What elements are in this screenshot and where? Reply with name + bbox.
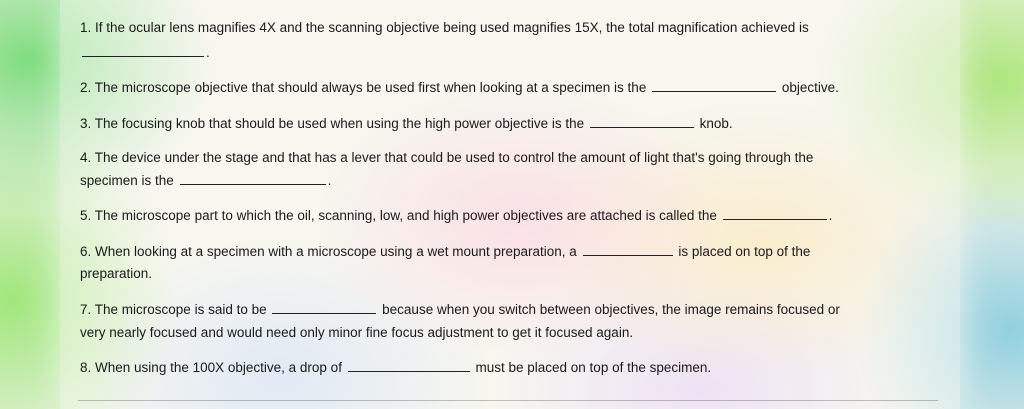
question-text: objective. bbox=[781, 80, 839, 95]
answer-blank[interactable] bbox=[272, 301, 376, 314]
question-text: must be placed on top of the specimen. bbox=[475, 360, 712, 375]
question-number: 1. bbox=[80, 20, 92, 35]
question-4-line-2 bbox=[80, 170, 331, 191]
question-number: 3. bbox=[80, 116, 92, 131]
question-text: The focusing knob that should be used when using the high power objective is the bbox=[94, 116, 585, 131]
question-text: The microscope objective that should always be used first when looking at a specimen is the bbox=[94, 80, 647, 95]
question-text: The device under the stage and that has a lever that could be used to control the amount of light that's going through the bbox=[94, 150, 814, 165]
question-text: very nearly focused and would need only minor fine focus adjustment to get it focused again. bbox=[80, 325, 634, 340]
question-7-line-2 bbox=[80, 322, 633, 343]
question-text: . bbox=[327, 173, 332, 188]
question-number: 4. bbox=[80, 150, 92, 165]
question-number: 7. bbox=[80, 302, 92, 317]
question-number: 2. bbox=[80, 80, 92, 95]
answer-blank[interactable] bbox=[652, 79, 776, 92]
question-number: 6. bbox=[80, 244, 92, 259]
question-text: The microscope part to which the oil, scanning, low, and high power objectives are attached is called the bbox=[94, 208, 717, 223]
question-text: is placed on top of the bbox=[678, 244, 811, 259]
question-text: specimen is the bbox=[80, 173, 174, 188]
question-text: knob. bbox=[699, 116, 733, 131]
answer-blank[interactable] bbox=[180, 172, 326, 185]
question-number: 8. bbox=[80, 360, 92, 375]
question-6-line-2 bbox=[80, 263, 152, 284]
answer-blank[interactable] bbox=[583, 243, 673, 256]
question-7 bbox=[80, 299, 840, 320]
question-text: If the ocular lens magnifies 4X and the scanning objective being used magnifies 15X, the total magnification achieved is bbox=[95, 20, 809, 35]
question-text: preparation. bbox=[80, 266, 153, 281]
answer-blank[interactable] bbox=[348, 359, 470, 372]
question-text: The microscope is said to be bbox=[94, 302, 267, 317]
question-5 bbox=[80, 205, 832, 226]
question-2 bbox=[80, 77, 839, 98]
question-number: 5. bbox=[80, 208, 92, 223]
question-1 bbox=[80, 17, 809, 38]
question-text: When using the 100X objective, a drop of bbox=[95, 360, 342, 375]
question-text: . bbox=[206, 45, 210, 60]
divider bbox=[78, 400, 938, 401]
answer-blank[interactable] bbox=[590, 115, 694, 128]
question-3 bbox=[80, 113, 733, 134]
question-text: When looking at a specimen with a microscope using a wet mount preparation, a bbox=[95, 244, 577, 259]
question-1-line-2 bbox=[80, 42, 210, 63]
question-4 bbox=[80, 147, 813, 168]
question-6 bbox=[80, 241, 810, 262]
question-text: . bbox=[828, 208, 833, 223]
question-8 bbox=[80, 357, 711, 378]
answer-blank[interactable] bbox=[82, 44, 204, 57]
answer-blank[interactable] bbox=[723, 207, 827, 220]
question-text: because when you switch between objectives, the image remains focused or bbox=[382, 302, 840, 317]
